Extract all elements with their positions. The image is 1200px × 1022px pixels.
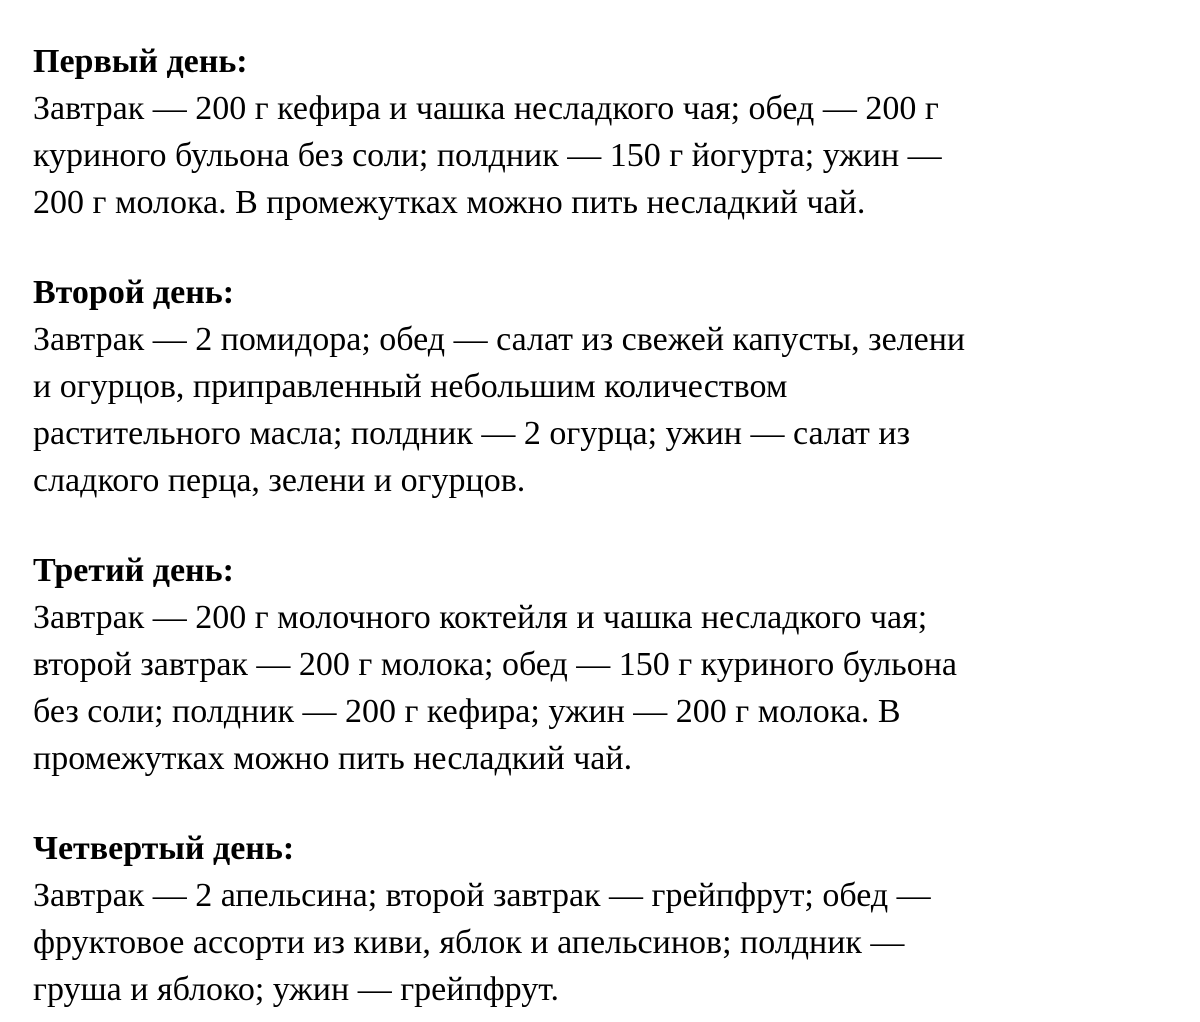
- text-line: промежутках можно пить несладкий чай.: [33, 740, 633, 777]
- text-line: Завтрак — 200 г кефира и чашка несладкого чая; обед — 200 г: [33, 90, 939, 127]
- text-line: фруктовое ассорти из киви, яблок и апельсинов; полдник —: [33, 924, 905, 961]
- text-line: Завтрак — 2 помидора; обед — салат из свежей капусты, зелени: [33, 321, 966, 358]
- day-2-title: Второй день:: [33, 274, 235, 311]
- text-line: и огурцов, приправленный небольшим количеством: [33, 368, 788, 405]
- day-2-section: [33, 269, 1183, 504]
- text-line: куриного бульона без соли; полдник — 150 г йогурта; ужин —: [33, 137, 942, 174]
- day-3-title: Третий день:: [33, 552, 234, 589]
- day-3-text: [33, 594, 1183, 782]
- text-line: 200 г молока. В промежутках можно пить несладкий чай.: [33, 184, 866, 221]
- day-4-text: [33, 872, 1183, 1013]
- text-line: растительного масла; полдник — 2 огурца; ужин — салат из: [33, 415, 911, 452]
- text-line: Завтрак — 2 апельсина; второй завтрак — грейпфрут; обед —: [33, 877, 931, 914]
- text-line: второй завтрак — 200 г молока; обед — 150 г куриного бульона: [33, 646, 957, 683]
- text-line: без соли; полдник — 200 г кефира; ужин — 200 г молока. В: [33, 693, 901, 730]
- day-2-text: [33, 316, 1183, 504]
- day-4-title: Четвертый день:: [33, 830, 295, 867]
- day-1-title: Первый день:: [33, 43, 248, 80]
- day-3-section: [33, 547, 1183, 782]
- text-line: Завтрак — 200 г молочного коктейля и чашка несладкого чая;: [33, 599, 928, 636]
- text-line: груша и яблоко; ужин — грейпфрут.: [33, 971, 560, 1008]
- diet-document: [33, 38, 1183, 1013]
- day-1-section: [33, 38, 1183, 226]
- day-4-section: [33, 825, 1183, 1013]
- day-1-text: [33, 85, 1183, 226]
- text-line: сладкого перца, зелени и огурцов.: [33, 462, 526, 499]
